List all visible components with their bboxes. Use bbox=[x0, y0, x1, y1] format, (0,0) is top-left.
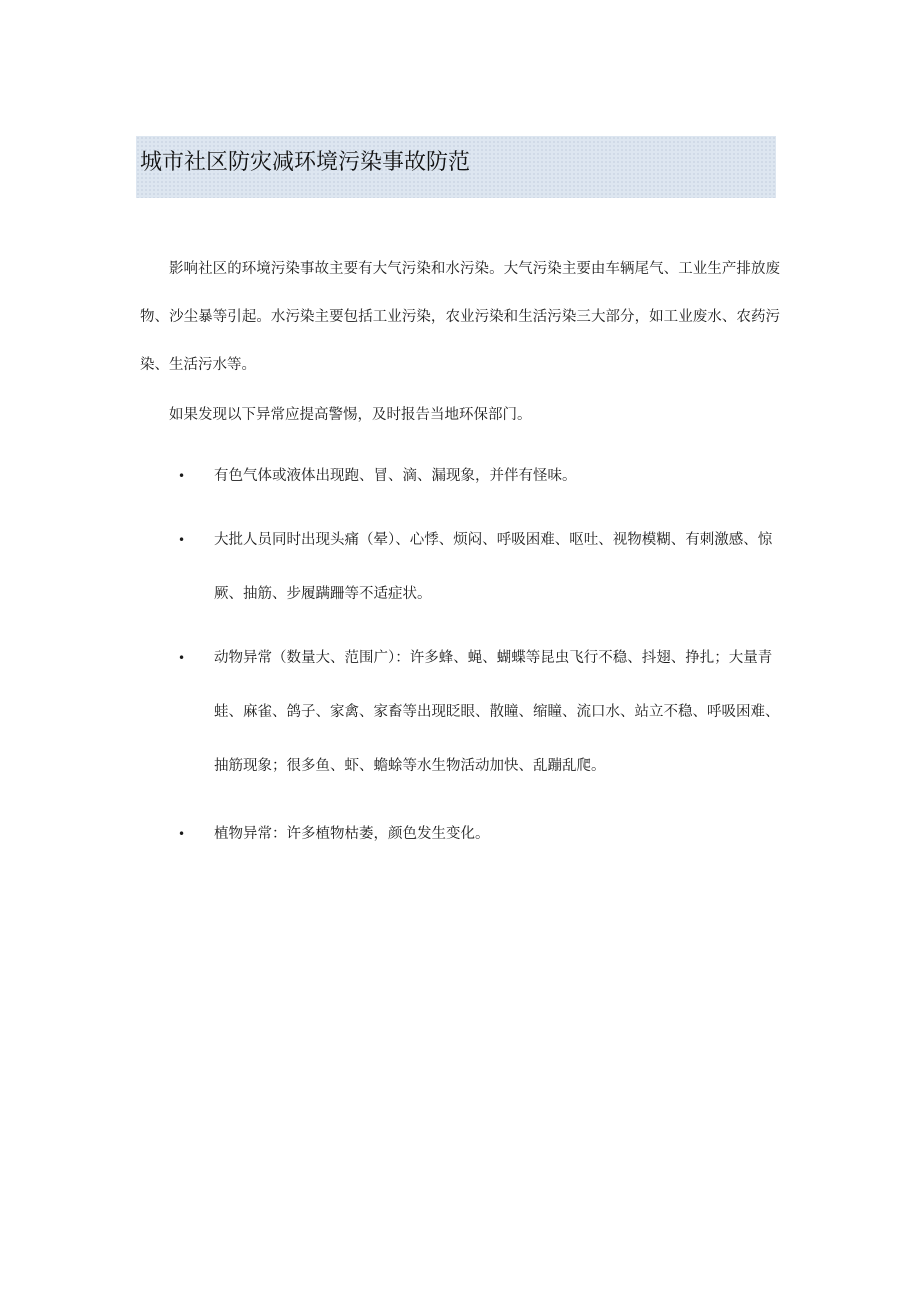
bullet-icon: • bbox=[178, 827, 186, 841]
list-item-text: 植物异常：许多植物枯萎，颜色发生变化。 bbox=[214, 826, 490, 842]
bullet-icon: • bbox=[178, 469, 186, 483]
list-item bbox=[140, 513, 780, 621]
list-item-text: 动物异常（数量大、范围广）：许多蜂、蝇、蝴蝶等昆虫飞行不稳、抖翅、挣扎；大量青蛙、麻雀、鸽子、家禽、家畜等出现眨眼、散瞳、缩瞳、流口水、站立不稳、呼吸困难、抽筋现象；很多鱼、虾、蟾蜍等水生物活动加快、乱蹦乱爬。 bbox=[214, 650, 780, 774]
document-body bbox=[140, 245, 780, 861]
document-title: 城市社区防灾减环境污染事故防范 bbox=[140, 150, 471, 175]
intro-paragraph: 影响社区的环境污染事故主要有大气污染和水污染。大气污染主要由车辆尾气、工业生产排放废物、沙尘暴等引起。水污染主要包括工业污染，农业污染和生活污染三大部分，如工业废水、农药污染、生活污水等。 bbox=[140, 261, 780, 373]
title-banner bbox=[136, 136, 776, 198]
list-item bbox=[140, 807, 780, 861]
alert-paragraph: 如果发现以下异常应提高警惕，及时报告当地环保部门。 bbox=[169, 407, 532, 423]
list-item bbox=[140, 631, 780, 793]
list-item bbox=[140, 449, 780, 503]
bullet-icon: • bbox=[178, 651, 186, 665]
anomaly-list-wrapper bbox=[140, 449, 780, 861]
list-item-text: 有色气体或液体出现跑、冒、滴、漏现象，并伴有怪味。 bbox=[214, 468, 577, 484]
anomaly-list bbox=[140, 449, 780, 861]
bullet-icon: • bbox=[178, 533, 186, 547]
list-item-text: 大批人员同时出现头痛（晕）、心悸、烦闷、呼吸困难、呕吐、视物模糊、有刺激感、惊厥、抽筋、步履蹒跚等不适症状。 bbox=[214, 532, 773, 602]
